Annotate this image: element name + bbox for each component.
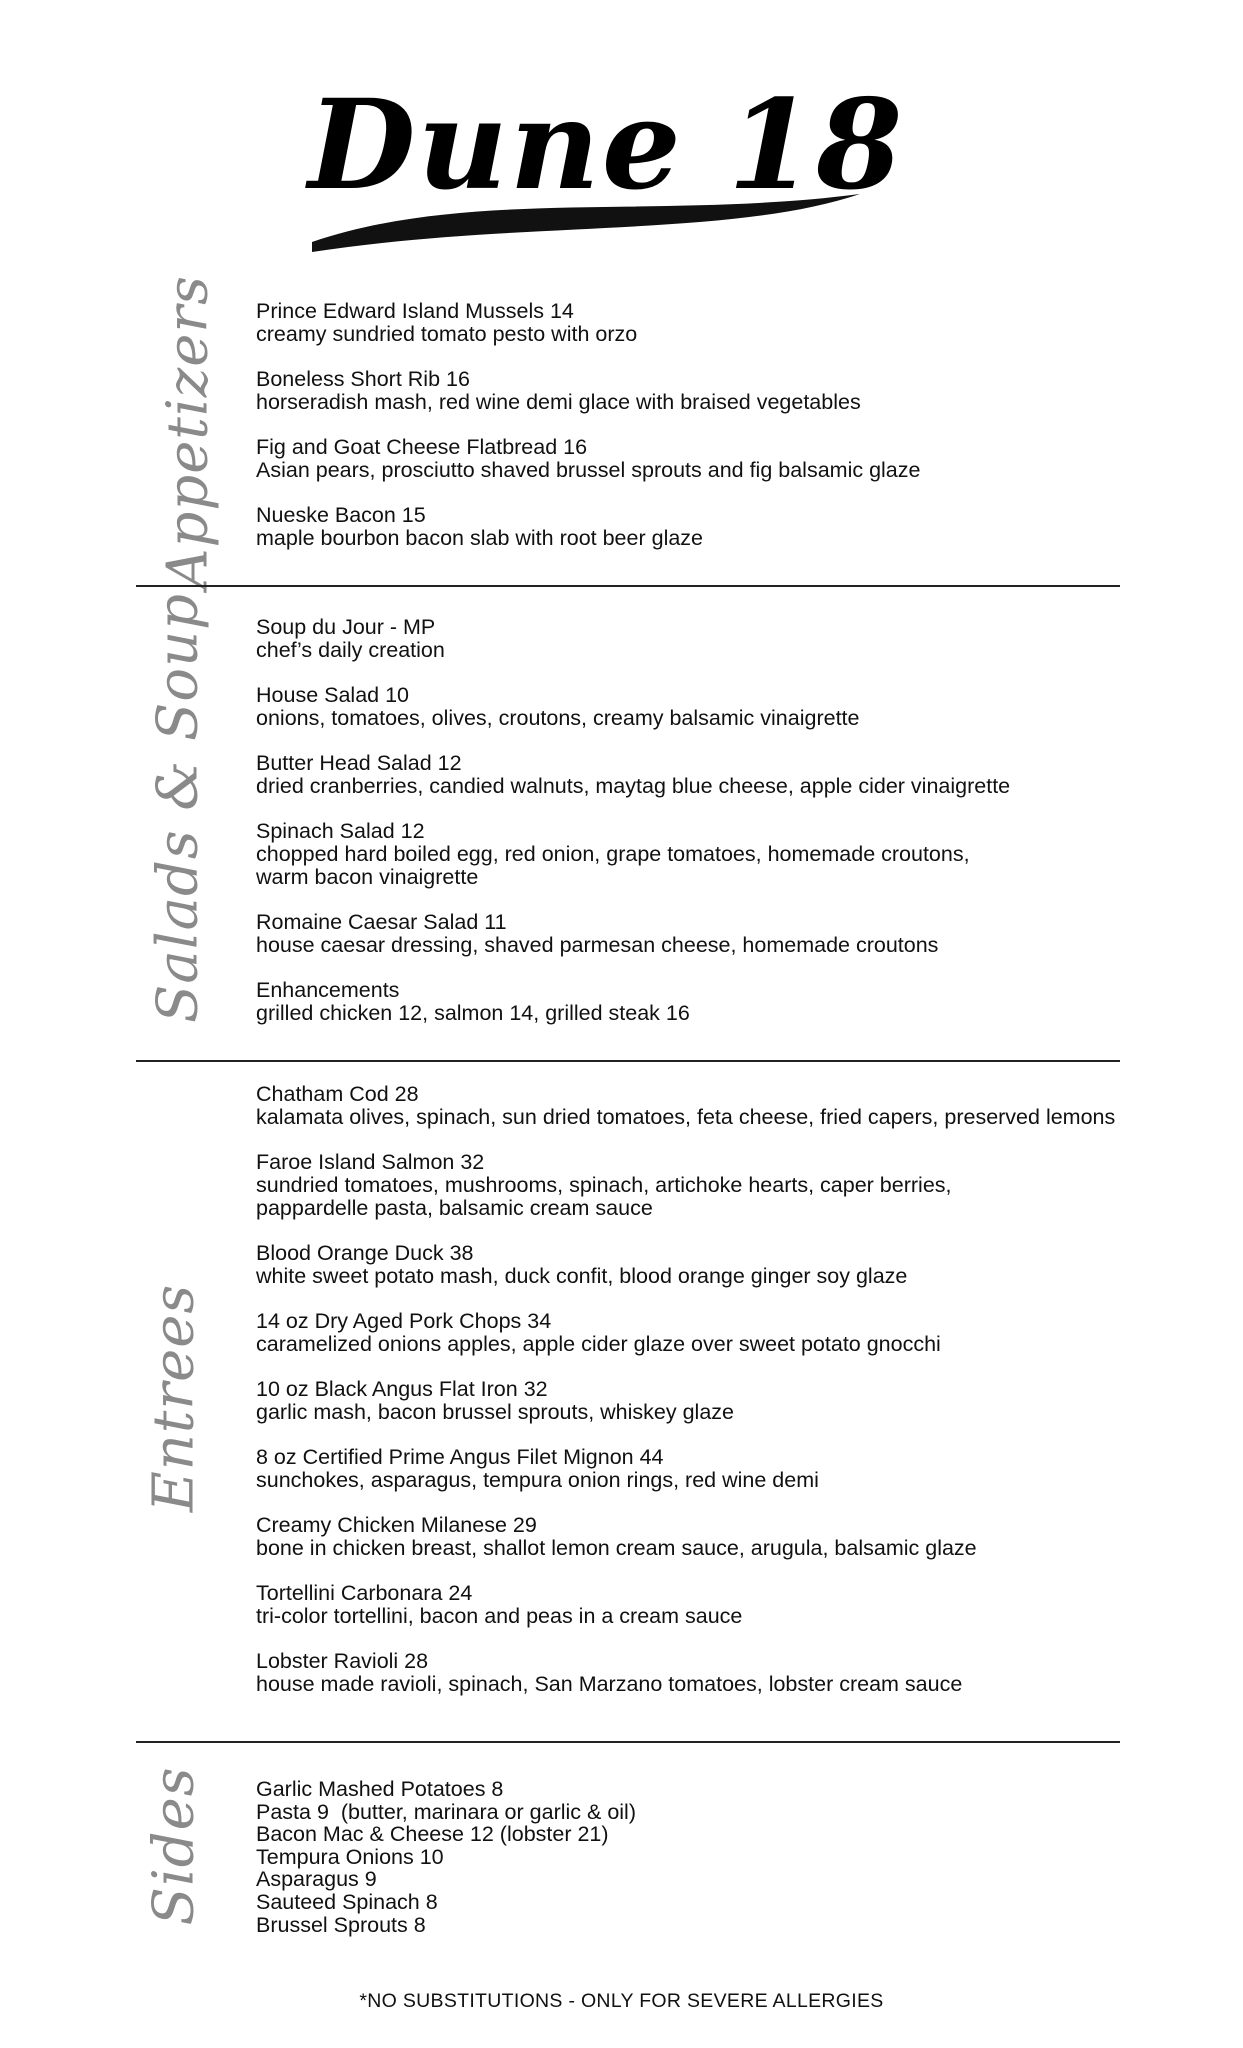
item-name: Fig and Goat Cheese Flatbread 16 bbox=[256, 435, 588, 459]
item-description: house caesar dressing, shaved parmesan cheese, homemade croutons bbox=[256, 933, 939, 957]
menu-item bbox=[256, 1083, 1115, 1129]
item-name: Soup du Jour - MP bbox=[256, 615, 436, 639]
menu-item bbox=[256, 684, 1010, 730]
side-item: Pasta 9 (butter, marinara or garlic & oil) bbox=[256, 1799, 636, 1824]
menu-item bbox=[256, 911, 1010, 957]
item-description: bone in chicken breast, shallot lemon cream sauce, arugula, balsamic glaze bbox=[256, 1536, 977, 1560]
item-description: house made ravioli, spinach, San Marzano tomatoes, lobster cream sauce bbox=[256, 1672, 963, 1696]
menu-item bbox=[256, 1310, 1115, 1356]
item-name: 10 oz Black Angus Flat Iron 32 bbox=[256, 1377, 548, 1401]
menu-item bbox=[256, 979, 1010, 1025]
restaurant-logo bbox=[300, 70, 905, 270]
menu-item bbox=[256, 1242, 1115, 1288]
appetizers-list bbox=[256, 300, 920, 572]
item-description: grilled chicken 12, salmon 14, grilled steak 16 bbox=[256, 1001, 690, 1025]
item-description: sundried tomatoes, mushrooms, spinach, artichoke hearts, caper berries, pappardelle pasta, balsamic cream sauce bbox=[256, 1173, 952, 1220]
side-item: Sauteed Spinach 8 bbox=[256, 1889, 438, 1914]
salads-list bbox=[256, 616, 1010, 1047]
side-item: Brussel Sprouts 8 bbox=[256, 1912, 426, 1937]
menu-item bbox=[256, 616, 1010, 662]
section-label-sides: Sides bbox=[141, 1766, 207, 1926]
side-item: Tempura Onions 10 bbox=[256, 1844, 444, 1869]
item-description: tri-color tortellini, bacon and peas in a cream sauce bbox=[256, 1604, 743, 1628]
item-name: Enhancements bbox=[256, 978, 400, 1002]
item-description: creamy sundried tomato pesto with orzo bbox=[256, 322, 638, 346]
menu-item bbox=[256, 752, 1010, 798]
menu-item bbox=[256, 368, 920, 414]
sides-list bbox=[256, 1778, 636, 1936]
section-divider bbox=[136, 585, 1120, 587]
item-name: Lobster Ravioli 28 bbox=[256, 1649, 429, 1673]
item-description: dried cranberries, candied walnuts, maytag blue cheese, apple cider vinaigrette bbox=[256, 774, 1011, 798]
item-description: Asian pears, prosciutto shaved brussel sprouts and fig balsamic glaze bbox=[256, 458, 921, 482]
item-name: Butter Head Salad 12 bbox=[256, 751, 462, 775]
section-label-appetizers: Appetizers bbox=[155, 275, 221, 589]
item-name: Faroe Island Salmon 32 bbox=[256, 1150, 485, 1174]
item-description: onions, tomatoes, olives, croutons, creamy balsamic vinaigrette bbox=[256, 706, 860, 730]
item-description: maple bourbon bacon slab with root beer glaze bbox=[256, 526, 704, 550]
item-description: caramelized onions apples, apple cider glaze over sweet potato gnocchi bbox=[256, 1332, 941, 1356]
logo-wordmark: Dune 18 bbox=[308, 73, 905, 218]
item-name: Nueske Bacon 15 bbox=[256, 503, 426, 527]
section-divider bbox=[136, 1741, 1120, 1743]
menu-item bbox=[256, 1446, 1115, 1492]
logo-graphic bbox=[300, 70, 905, 270]
menu-item bbox=[256, 436, 920, 482]
item-name: Prince Edward Island Mussels 14 bbox=[256, 299, 574, 323]
side-item: Garlic Mashed Potatoes 8 bbox=[256, 1777, 504, 1801]
item-name: Creamy Chicken Milanese 29 bbox=[256, 1513, 537, 1537]
item-description: horseradish mash, red wine demi glace with braised vegetables bbox=[256, 390, 861, 414]
menu-item bbox=[256, 1151, 1115, 1220]
item-name: House Salad 10 bbox=[256, 683, 409, 707]
item-description: sunchokes, asparagus, tempura onion rings, red wine demi bbox=[256, 1468, 819, 1492]
section-label-salads-soup: Salads & Soup bbox=[145, 592, 211, 1024]
section-divider bbox=[136, 1060, 1120, 1062]
menu-item bbox=[256, 504, 920, 550]
menu-item bbox=[256, 1514, 1115, 1560]
menu-item bbox=[256, 300, 920, 346]
entrees-list bbox=[256, 1083, 1115, 1718]
item-description: garlic mash, bacon brussel sprouts, whiskey glaze bbox=[256, 1400, 734, 1424]
item-name: Chatham Cod 28 bbox=[256, 1082, 419, 1106]
item-description: white sweet potato mash, duck confit, blood orange ginger soy glaze bbox=[256, 1264, 908, 1288]
item-description: kalamata olives, spinach, sun dried tomatoes, feta cheese, fried capers, preserved lemons bbox=[256, 1105, 1116, 1129]
item-name: Boneless Short Rib 16 bbox=[256, 367, 470, 391]
item-name: Blood Orange Duck 38 bbox=[256, 1241, 474, 1265]
side-item: Asparagus 9 bbox=[256, 1867, 377, 1892]
item-description: chopped hard boiled egg, red onion, grape tomatoes, homemade croutons, warm bacon vinaigrette bbox=[256, 842, 970, 889]
menu-item bbox=[256, 1378, 1115, 1424]
side-item: Bacon Mac & Cheese 12 (lobster 21) bbox=[256, 1822, 609, 1847]
item-name: 14 oz Dry Aged Pork Chops 34 bbox=[256, 1309, 552, 1333]
item-name: 8 oz Certified Prime Angus Filet Mignon 44 bbox=[256, 1445, 664, 1469]
section-label-entrees: Entrees bbox=[141, 1283, 207, 1513]
item-name: Romaine Caesar Salad 11 bbox=[256, 910, 507, 934]
item-description: chef’s daily creation bbox=[256, 638, 445, 662]
item-name: Tortellini Carbonara 24 bbox=[256, 1581, 473, 1605]
menu-item bbox=[256, 820, 1010, 889]
footnote: *NO SUBSTITUTIONS - ONLY FOR SEVERE ALLERGIES bbox=[359, 1990, 884, 2012]
item-name: Spinach Salad 12 bbox=[256, 819, 425, 843]
menu-item bbox=[256, 1582, 1115, 1628]
menu-item bbox=[256, 1650, 1115, 1696]
